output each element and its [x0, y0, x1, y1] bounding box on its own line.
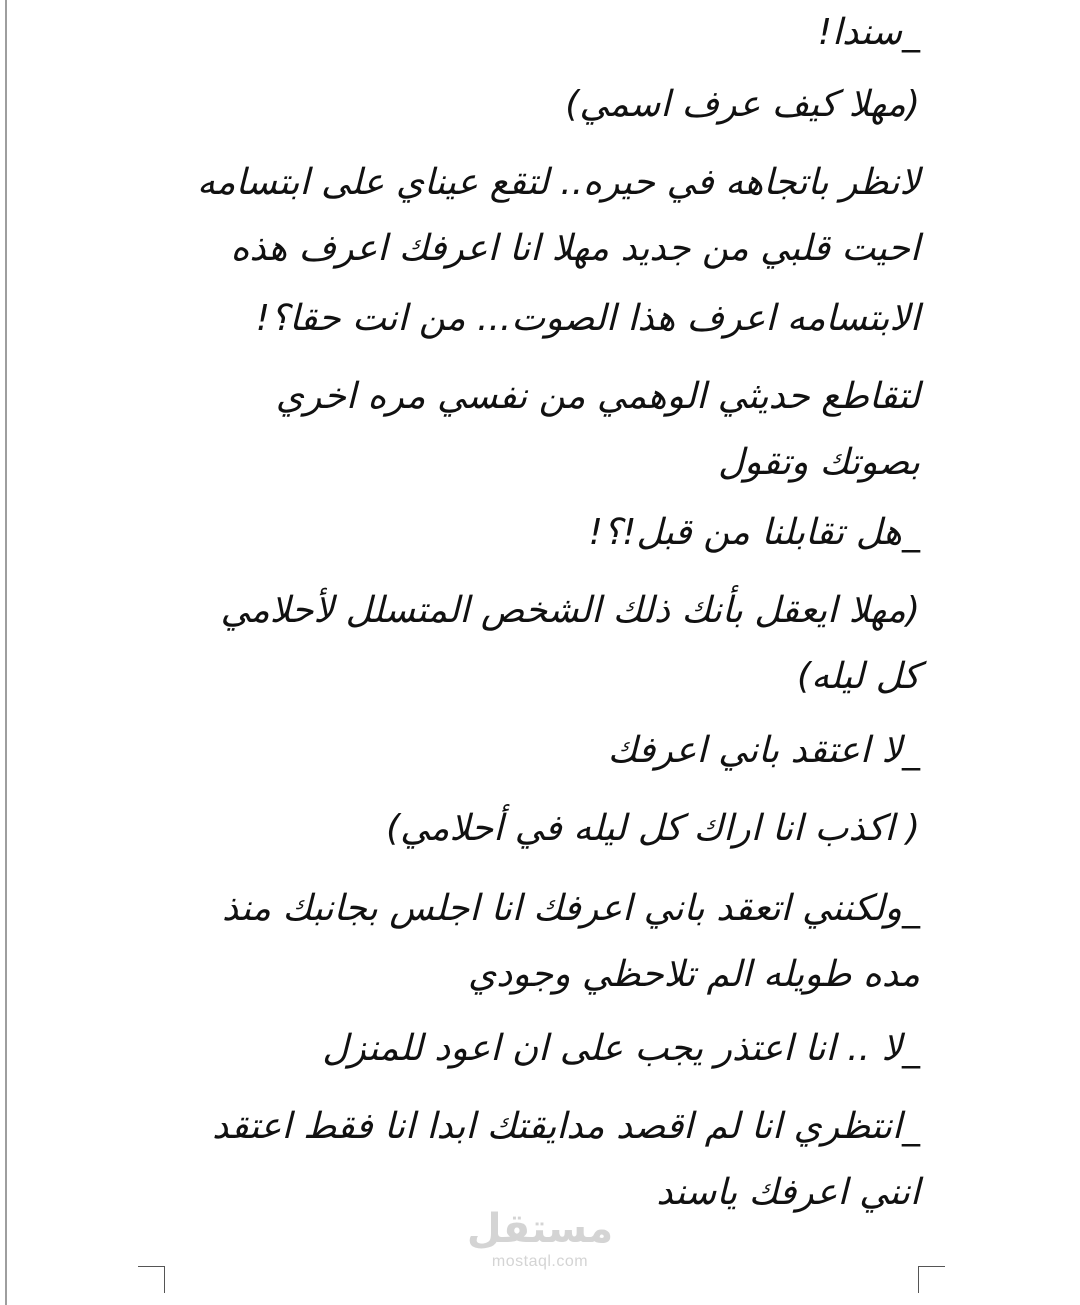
text-line: ( اكذب انا اراك كل ليله في أحلامي) [386, 808, 920, 849]
paragraph [256, 286, 920, 352]
page-margin-corner-left [138, 1266, 165, 1293]
text-line: الابتسامه اعرف هذا الصوت... من انت حقا؟! [255, 298, 920, 339]
text-line: _ولكنني اتعقد باني اعرفك انا اجلس بجانبك منذ [221, 888, 920, 929]
watermark-brand: مستقل [466, 1206, 614, 1252]
text-line: _لا اعتقد باني اعرفك [607, 730, 920, 771]
paragraph [197, 150, 920, 282]
text-line: لانظر باتجاهه في حيره.. لتقع عيناي على ابتسامه [196, 162, 920, 203]
page-margin-corner-right [918, 1266, 945, 1293]
paragraph [276, 364, 920, 496]
paragraph [608, 718, 920, 784]
text-line: _لا .. انا اعتذر يجب على ان اعود للمنزل [322, 1028, 920, 1069]
watermark-domain: mostaql.com [491, 1253, 589, 1270]
text-line: بصوتك وتقول [717, 442, 920, 483]
paragraph [222, 876, 920, 1008]
paragraph [565, 72, 920, 138]
text-line: احيت قلبي من جديد مهلا انا اعرفك اعرف هذه [230, 228, 920, 269]
text-line: لتقاطع حديثي الوهمي من نفسي مره اخري [275, 376, 920, 417]
paragraph [220, 578, 920, 710]
text-line: كل ليله) [797, 656, 920, 697]
page-left-border [5, 0, 7, 1305]
text-line: _سندا! [817, 12, 920, 53]
text-line: _انتظري انا لم اقصد مدايقتك ابدا انا فقط اعتقد [212, 1106, 920, 1147]
paragraph [386, 796, 920, 862]
text-line: مده طويله الم تلاحظي وجودي [468, 954, 920, 995]
paragraph [588, 500, 920, 566]
text-line: انني اعرفك ياسند [656, 1172, 920, 1213]
mostaql-watermark [460, 1205, 620, 1271]
text-line: (مهلا ايعقل بأنك ذلك الشخص المتسلل لأحلامي [220, 590, 920, 631]
text-line: _هل تقابلنا من قبل!؟! [588, 512, 920, 553]
paragraph [818, 0, 920, 66]
text-line: (مهلا كيف عرف اسمي) [565, 84, 920, 125]
paragraph [322, 1016, 920, 1082]
